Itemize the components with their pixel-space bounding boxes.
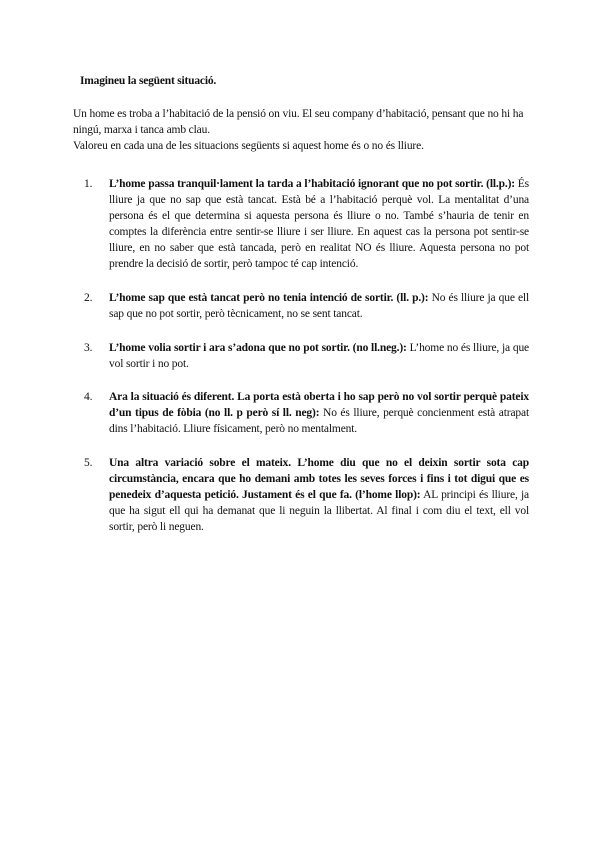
list-item-number: 3. xyxy=(84,342,93,354)
list-item-number: 2. xyxy=(84,292,93,304)
intro-paragraph: Un home es troba a l’habitació de la pensió on viu. El seu company d’habitació, pensant que no hi ha ningú, marxa i tanca amb clau. xyxy=(73,108,524,136)
list-item xyxy=(84,176,529,272)
situation-question: Una altra variació sobre el mateix. L’home diu que no el deixin sortir sota cap circumstància, encara que ho demani amb totes les seves forces i fins i tot digui que es penedeix d’aquesta petició. Justament és el que fa. (l’home llop): xyxy=(109,457,529,501)
list-item xyxy=(84,290,529,322)
situation-question: Ara la situació és diferent. La porta està oberta i ho sap però no vol sortir perquè pateix d’un tipus de fòbia (no ll. p però sí ll. neg): xyxy=(109,391,529,419)
list-item-number: 5. xyxy=(84,457,93,469)
list-item xyxy=(84,340,529,372)
list-item-number: 4. xyxy=(84,391,93,403)
situation-answer: No és lliure ja que ell sap que no pot sortir, però tècnicament, no se sent tancat. xyxy=(109,292,529,320)
situation-answer: L’home no és lliure, ja que vol sortir i no pot. xyxy=(109,342,530,370)
list-item xyxy=(84,455,529,535)
situation-answer: AL principi és lliure, ja que ha sigut ell qui ha demanat que li neguin la llibertat. Al final i com diu el text, ell vol sortir, però li neguen. xyxy=(109,489,530,533)
situation-answer: És lliure ja que no sap que està tancat. Està bé a l’habitació perquè vol. La mentalitat d’una persona és el que determina si aquesta persona és lliure o no. També s’hauria de tenir en comptes la diferència entre sentir-se lliure i ser lliure. En aquest cas la persona pot sentir-se lliure, en no saber que està tancada, però en realitat NO és lliure. Aquesta persona no pot prendre la decisió de sortir, però tampoc té cap intenció. xyxy=(109,178,529,270)
situation-question: L’home passa tranquil·lament la tarda a l’habitació ignorant que no pot sortir. (ll.p.): xyxy=(109,178,515,190)
intro-text xyxy=(73,106,528,154)
situation-question: L’home volia sortir i ara s’adona que no pot sortir. (no ll.neg.): xyxy=(109,342,407,354)
intro-instruction: Valoreu en cada una de les situacions següents si aquest home és o no és lliure. xyxy=(73,140,424,152)
situation-answer: No és lliure, perquè concienment està atrapat dins l’habitació. Lliure físicament, però no mentalment. xyxy=(109,407,530,435)
document-title: Imagineu la següent situació. xyxy=(80,75,217,87)
list-item xyxy=(84,389,529,437)
list-item-number: 1. xyxy=(84,178,93,190)
situations-list xyxy=(84,176,529,535)
situation-question: L’home sap que està tancat però no tenia intenció de sortir. (ll. p.): xyxy=(109,292,429,304)
